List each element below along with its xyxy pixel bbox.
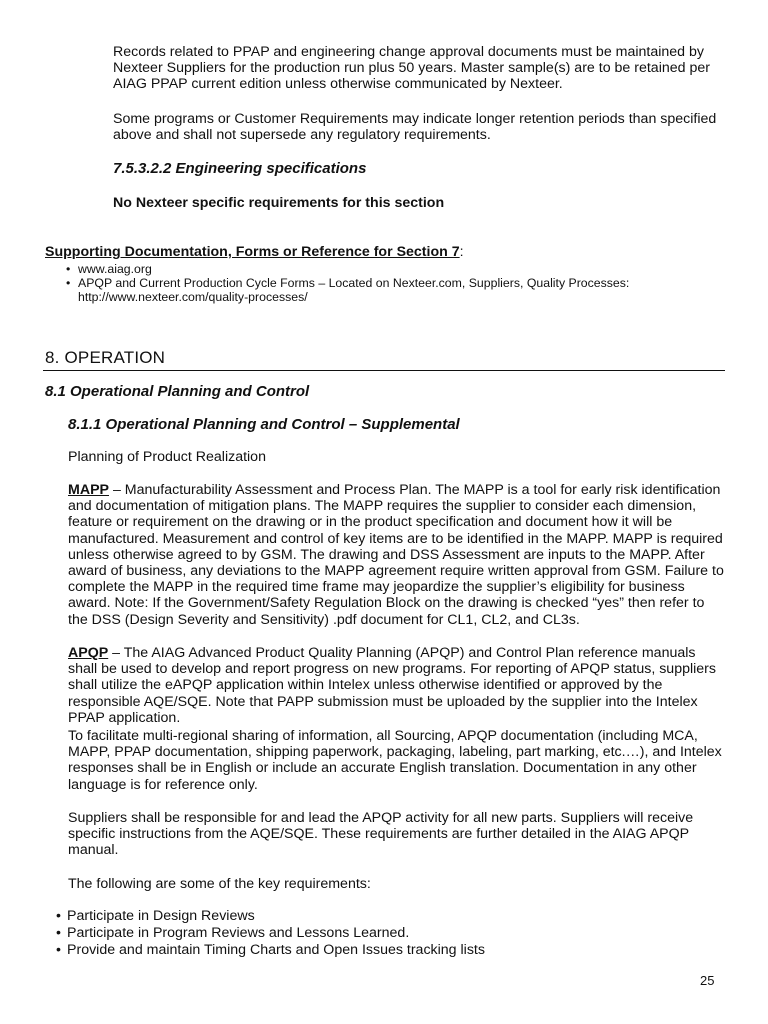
apqp-paragraph xyxy=(68,645,728,726)
bullet: • xyxy=(66,262,71,276)
suppliers-paragraph: Suppliers shall be responsible for and lead the APQP activity for all new parts. Suppliers will receive specific instructions from the AQE/SQE. These requirements are further detailed in the AIAG APQP manual. xyxy=(68,810,694,859)
customer-requirements-paragraph: Some programs or Customer Requirements may indicate longer retention periods than specified above and shall not supersede any regulatory requirements. xyxy=(113,111,717,144)
mapp-term: MAPP xyxy=(68,482,109,498)
bullet: • xyxy=(56,925,61,941)
bullet: • xyxy=(56,908,61,924)
list-item xyxy=(45,276,725,304)
engineering-specifications-heading: 7.5.3.2.2 Engineering specifications xyxy=(113,160,367,177)
apqp-text: – The AIAG Advanced Product Quality Planning (APQP) and Control Plan reference manuals shall be used to develop and report progress on new programs. For reporting of APQP status, suppliers shall utilize the eAPQP application within Intelex unless otherwise identified or approved by the responsible AQE/SQE. Note that PAPP submission must be uploaded by the supplier into the Intelex PPAP application. xyxy=(68,645,716,726)
supporting-docs-title-text: Supporting Documentation, Forms or Reference for Section 7 xyxy=(45,244,460,260)
list-item xyxy=(0,942,740,959)
planning-label: Planning of Product Realization xyxy=(68,449,266,465)
supporting-docs-title xyxy=(45,244,464,261)
key-requirements-list xyxy=(0,908,740,959)
list-item xyxy=(0,925,740,942)
mapp-text: – Manufacturability Assessment and Process Plan. The MAPP is a tool for early risk identification and documentation of mitigation plans. The MAPP requires the supplier to consider each dimension, feature or requirement on the drawing or in the product specification and document how it will be manufactured. Measurement and control of key items are to be identified in the MAPP. MAPP is required unless otherwise agreed to by GSM. The drawing and DSS Assessment are inputs to the MAPP. After award of business, any deviations to the MAPP agreement require written approval from GSM. Failure to complete the MAPP in the required time frame may jeopardize the supplier’s eligibility for business award. Note: If the Government/Safety Regulation Block on the drawing is checked “yes” then refer to the DSS (Design Severity and Sensitivity) .pdf document for CL1, CL2, and CL3s. xyxy=(68,482,724,628)
key-item-text: Participate in Program Reviews and Lessons Learned. xyxy=(67,925,410,941)
retention-paragraph: Records related to PPAP and engineering change approval documents must be maintained by Nexteer Suppliers for the production run plus 50 years. Master sample(s) are to be retained per AIAG PPAP current edition unless otherwise communicated by Nexteer. xyxy=(113,44,710,93)
aiag-link[interactable]: www.aiag.org xyxy=(78,262,152,276)
list-item xyxy=(0,908,740,925)
list-item xyxy=(45,262,725,276)
section-8-1-heading: 8.1 Operational Planning and Control xyxy=(45,383,310,400)
apqp-forms-text: APQP and Current Production Cycle Forms – Located on Nexteer.com, Suppliers, Quality Processes: xyxy=(78,276,630,291)
supporting-docs-colon: : xyxy=(459,244,464,260)
key-item-text: Provide and maintain Timing Charts and Open Issues tracking lists xyxy=(67,942,485,958)
section-divider xyxy=(43,370,725,371)
supporting-docs-list xyxy=(45,262,725,305)
section-8-title: 8. OPERATION xyxy=(45,348,166,367)
section-8-1-1-heading: 8.1.1 Operational Planning and Control – Supplemental xyxy=(68,416,460,433)
multi-regional-paragraph: To facilitate multi-regional sharing of information, all Sourcing, APQP documentation (including MCA, MAPP, PPAP documentation, shipping paperwork, packaging, labeling, part marking, etc.…), and Intelex responses shall be in English or include an accurate English translation. Documentation in any other language is for reference only. xyxy=(68,728,722,793)
bullet: • xyxy=(66,276,71,291)
no-requirements-note: No Nexteer specific requirements for this section xyxy=(113,195,445,211)
quality-processes-link[interactable]: http://www.nexteer.com/quality-processes/ xyxy=(78,290,308,305)
key-requirements-intro: The following are some of the key requirements: xyxy=(68,876,371,892)
key-item-text: Participate in Design Reviews xyxy=(67,908,255,924)
page-number: 25 xyxy=(700,973,715,988)
bullet: • xyxy=(56,942,61,958)
mapp-paragraph xyxy=(68,482,728,628)
apqp-term: APQP xyxy=(68,645,109,661)
